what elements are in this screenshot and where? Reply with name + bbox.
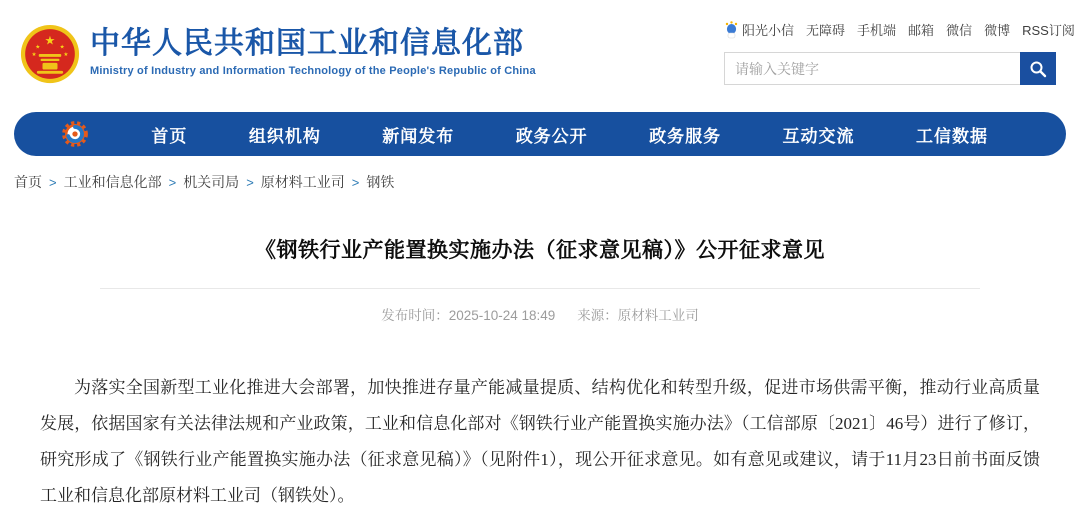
nav-item-organization[interactable]: 组织机构 [248, 126, 321, 146]
site-title: 中华人民共和国工业和信息化部 [90, 27, 524, 60]
source: 原材料工业司 [617, 308, 699, 323]
article-title: 《钢铁行业产能置换实施办法（征求意见稿）》公开征求意见 [255, 239, 825, 262]
publish-time: 2025-10-24 18:49 [448, 308, 556, 323]
quick-link-mail[interactable] [908, 20, 934, 39]
breadcrumb-separator: > [246, 174, 254, 190]
quick-link-label: 无障碍 [806, 23, 846, 38]
svg-text:★: ★ [35, 44, 41, 51]
quick-link-accessibility[interactable] [806, 20, 845, 39]
quick-link-label: RSS订阅 [1022, 23, 1075, 38]
svg-text:★: ★ [44, 33, 56, 48]
site-brand[interactable] [20, 24, 536, 108]
miit-logo-icon[interactable] [60, 119, 90, 149]
article-meta [0, 304, 1080, 324]
national-emblem-icon [20, 24, 80, 84]
breadcrumb-item-raw-materials[interactable]: 原材料工业司 [260, 174, 345, 190]
quick-link-label: 手机端 [857, 23, 897, 38]
quick-links [724, 20, 1075, 39]
nav-item-news[interactable]: 新闻发布 [382, 126, 455, 146]
breadcrumb [0, 156, 1080, 192]
breadcrumb-item-steel[interactable]: 钢铁 [366, 174, 395, 190]
breadcrumb-item-miit[interactable]: 工业和信息化部 [63, 174, 162, 190]
quick-link-label: 邮箱 [908, 23, 935, 38]
search-input[interactable] [725, 53, 1020, 84]
nav-item-interaction[interactable]: 互动交流 [782, 126, 855, 146]
quick-link-wechat[interactable] [946, 20, 972, 39]
article-body: 为落实全国新型工业化推进大会部署，加快推进存量产能减量提质、结构优化和转型升级，促进市场供需平衡，推动行业高质量发展，依据国家有关法律法规和产业政策，工业和信息化部对《钢铁行业产能置换实施办法》（工信部原〔2021〕46号）进行了修订，研究形成了《钢铁行业产能置换实施办法（征求意见稿）》（见附件1），现公开征求意见。如有意见或建议，请于11月23日前书面反馈工业和信息化部原材料工业司（钢铁处）。 [40, 378, 1040, 505]
divider [100, 288, 980, 289]
svg-text:★: ★ [31, 51, 37, 58]
svg-text:★: ★ [63, 51, 69, 58]
search-icon [1029, 60, 1047, 78]
site-subtitle: Ministry of Industry and Information Technology of the People's Republic of China [90, 65, 536, 77]
search-bar [724, 52, 1056, 85]
mascot-icon [724, 21, 739, 39]
quick-link-label: 微博 [984, 23, 1011, 38]
quick-link-mobile[interactable] [857, 20, 896, 39]
svg-text:★: ★ [59, 44, 65, 51]
publish-time-label: 发布时间： [381, 308, 449, 323]
nav-item-home[interactable]: 首页 [151, 126, 188, 146]
quick-link-label: 阳光小信 [742, 23, 795, 38]
source-label: 来源： [577, 308, 618, 323]
quick-link-label: 微信 [946, 23, 973, 38]
breadcrumb-separator: > [49, 174, 57, 190]
quick-link-rss[interactable] [1022, 20, 1075, 39]
nav-item-gov-disclosure[interactable]: 政务公开 [515, 126, 588, 146]
header-right [724, 20, 1075, 108]
breadcrumb-separator: > [168, 174, 177, 190]
breadcrumb-item-departments[interactable]: 机关司局 [183, 174, 240, 190]
quick-link-sunshine[interactable] [724, 20, 794, 39]
article [0, 234, 1080, 514]
quick-link-weibo[interactable] [984, 20, 1010, 39]
site-header [0, 0, 1080, 108]
nav-item-gov-services[interactable]: 政务服务 [649, 126, 722, 146]
main-nav [14, 112, 1066, 156]
nav-item-miit-data[interactable]: 工信数据 [915, 126, 988, 146]
breadcrumb-separator: > [351, 174, 360, 190]
search-button[interactable] [1020, 52, 1056, 85]
breadcrumb-item-home[interactable]: 首页 [14, 174, 42, 190]
brand-text [90, 26, 536, 77]
